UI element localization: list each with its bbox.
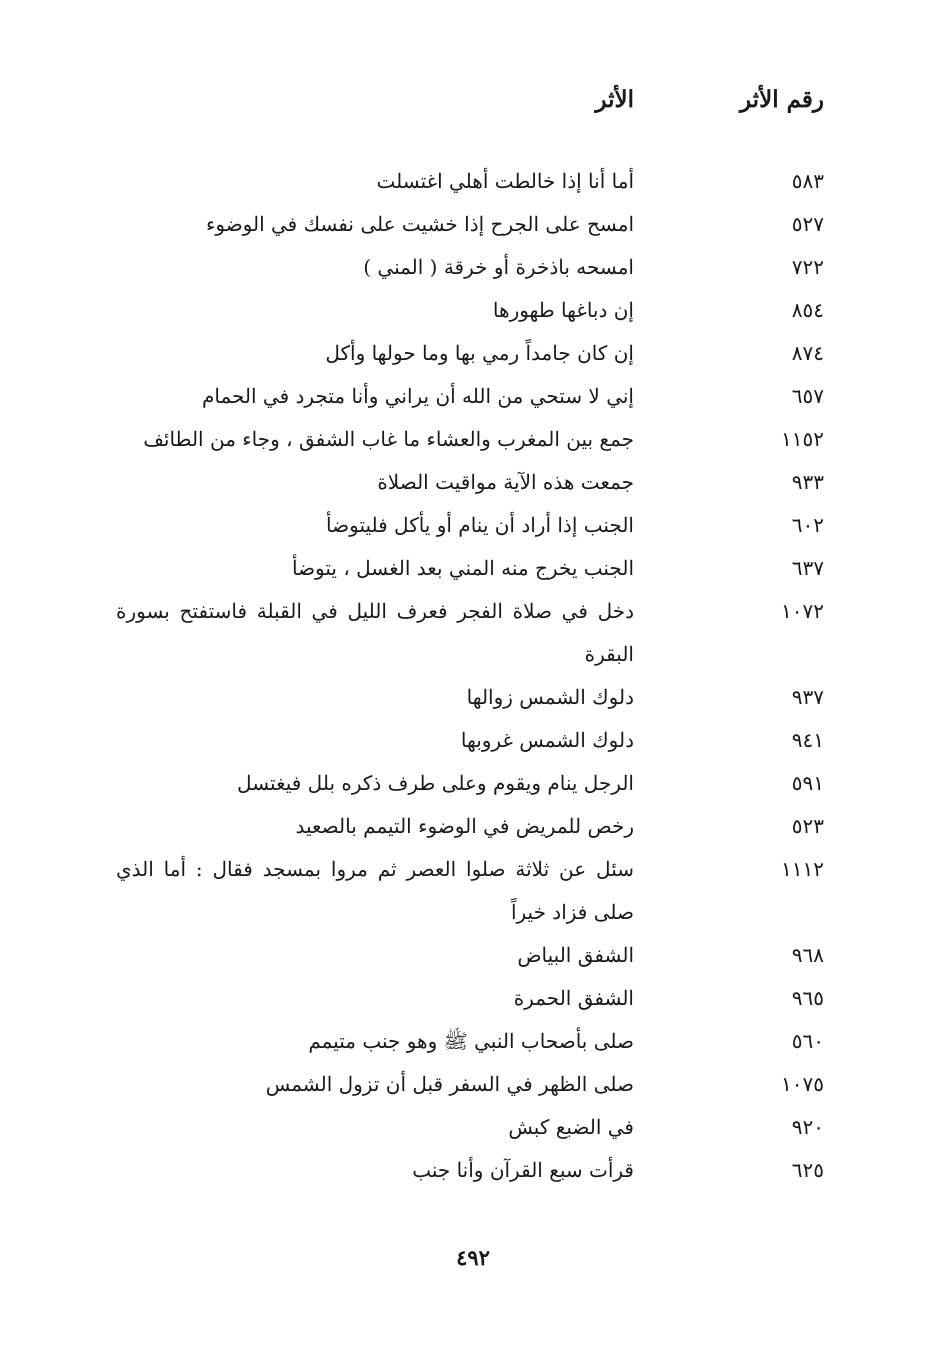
number-column-header: رقم الأثر [739, 86, 824, 113]
table-row [0, 676, 946, 719]
entry-text-line: قرأت سبع القرآن وأنا جنب [412, 1158, 634, 1182]
entry-text-line: رخص للمريض في الوضوء التيمم بالصعيد [295, 814, 634, 838]
entry-number: ٨٥٤ [791, 298, 824, 322]
entry-text-line: جمع بين المغرب والعشاء ما غاب الشفق ، وجاء من الطائف [143, 427, 634, 451]
entry-text-line: في الضبع كبش [508, 1115, 634, 1139]
entry-text [116, 375, 634, 418]
entry-text [116, 934, 634, 977]
entry-number: ٩٦٨ [791, 943, 824, 967]
entry-text-line: صلى بأصحاب النبي ﷺ وهو جنب متيمم [308, 1029, 634, 1053]
entry-text [116, 977, 634, 1020]
table-header [0, 80, 946, 120]
entry-text-line: الجنب يخرج منه المني بعد الغسل ، يتوضأ [291, 556, 634, 580]
entry-number: ٥٦٠ [791, 1029, 824, 1053]
entry-text [116, 719, 634, 762]
entry-text-line: دلوك الشمس غروبها [460, 728, 634, 752]
entry-number: ٦٠٢ [791, 513, 824, 537]
entry-text [116, 590, 634, 676]
entry-number: ٦٥٧ [791, 384, 824, 408]
entry-number: ٩٣٣ [791, 470, 824, 494]
entry-text [116, 1149, 634, 1192]
entry-number: ٨٧٤ [791, 341, 824, 365]
entry-text-line: دلوك الشمس زوالها [466, 685, 634, 709]
table-row [0, 461, 946, 504]
entry-text-line: دخل في صلاة الفجر فعرف الليل في القبلة فاستفتح بسورة [116, 599, 634, 623]
entries-list [0, 160, 946, 1192]
entry-number: ٩٤١ [791, 728, 824, 752]
table-row [0, 418, 946, 461]
entry-text-line: إني لا ستحي من الله أن يراني وأنا متجرد في الحمام [201, 384, 634, 408]
entry-number: ٥٩١ [791, 771, 824, 795]
table-row [0, 1020, 946, 1063]
table-row [0, 504, 946, 547]
entry-text [116, 461, 634, 504]
entry-text-line: البقرة [584, 642, 634, 666]
entry-text [116, 676, 634, 719]
table-row [0, 289, 946, 332]
table-row [0, 375, 946, 418]
entry-number: ١١٥٢ [781, 427, 824, 451]
table-row [0, 762, 946, 805]
entry-number: ٦٢٥ [791, 1158, 824, 1182]
entry-text-line: جمعت هذه الآية مواقيت الصلاة [377, 470, 634, 494]
entry-text-line: امسح على الجرح إذا خشيت على نفسك في الوضوء [205, 212, 634, 236]
entry-text [116, 547, 634, 590]
entry-number: ٩٢٠ [791, 1115, 824, 1139]
entry-text-line: إن دباغها طهورها [492, 298, 634, 322]
table-row [0, 160, 946, 203]
table-row [0, 848, 946, 934]
page-number: ٤٩٢ [456, 1245, 490, 1270]
entry-number: ٥٢٣ [791, 814, 824, 838]
entry-text-line: الرجل ينام ويقوم وعلى طرف ذكره بلل فيغتسل [237, 771, 634, 795]
entry-number: ١٠٧٢ [781, 599, 824, 623]
entry-text [116, 203, 634, 246]
entry-text-line: الشفق الحمرة [513, 986, 634, 1010]
entry-text [116, 504, 634, 547]
entry-text [116, 246, 634, 289]
text-column-header: الأثر [595, 86, 634, 113]
entry-text-line: سئل عن ثلاثة صلوا العصر ثم مروا بمسجد فقال : أما الذي [116, 857, 634, 881]
entry-text-line: صلى الظهر في السفر قبل أن تزول الشمس [265, 1072, 634, 1096]
table-row [0, 203, 946, 246]
entry-number: ٦٣٧ [791, 556, 824, 580]
table-row [0, 805, 946, 848]
entry-text [116, 1106, 634, 1149]
entry-text [116, 1063, 634, 1106]
table-row [0, 332, 946, 375]
entry-text-line: الجنب إذا أراد أن ينام أو يأكل فليتوضأ [326, 513, 634, 537]
table-row [0, 246, 946, 289]
table-row [0, 547, 946, 590]
entry-text [116, 418, 634, 461]
entry-text-line: صلى فزاد خيراً [510, 900, 634, 924]
table-row [0, 977, 946, 1020]
entry-text [116, 762, 634, 805]
table-row [0, 934, 946, 977]
entry-text [116, 332, 634, 375]
entry-number: ١١١٢ [781, 857, 824, 881]
table-row [0, 1106, 946, 1149]
table-row [0, 1063, 946, 1106]
table-row [0, 590, 946, 676]
entry-text [116, 289, 634, 332]
entry-text-line: امسحه باذخرة أو خرقة ( المني ) [363, 255, 634, 279]
entry-number: ٥٢٧ [791, 212, 824, 236]
table-row [0, 1149, 946, 1192]
entry-text [116, 805, 634, 848]
entry-number: ٧٢٢ [791, 255, 824, 279]
entry-number: ١٠٧٥ [781, 1072, 824, 1096]
entry-text [116, 160, 634, 203]
entry-text-line: إن كان جامداً رمي بها وما حولها وأكل [325, 341, 634, 365]
table-row [0, 719, 946, 762]
entry-text-line: أما أنا إذا خالطت أهلي اغتسلت [376, 169, 634, 193]
entry-text-line: الشفق البياض [517, 943, 634, 967]
entry-number: ٩٦٥ [791, 986, 824, 1010]
entry-text [116, 1020, 634, 1063]
entry-number: ٥٨٣ [791, 169, 824, 193]
entry-number: ٩٣٧ [791, 685, 824, 709]
entry-text [116, 848, 634, 934]
